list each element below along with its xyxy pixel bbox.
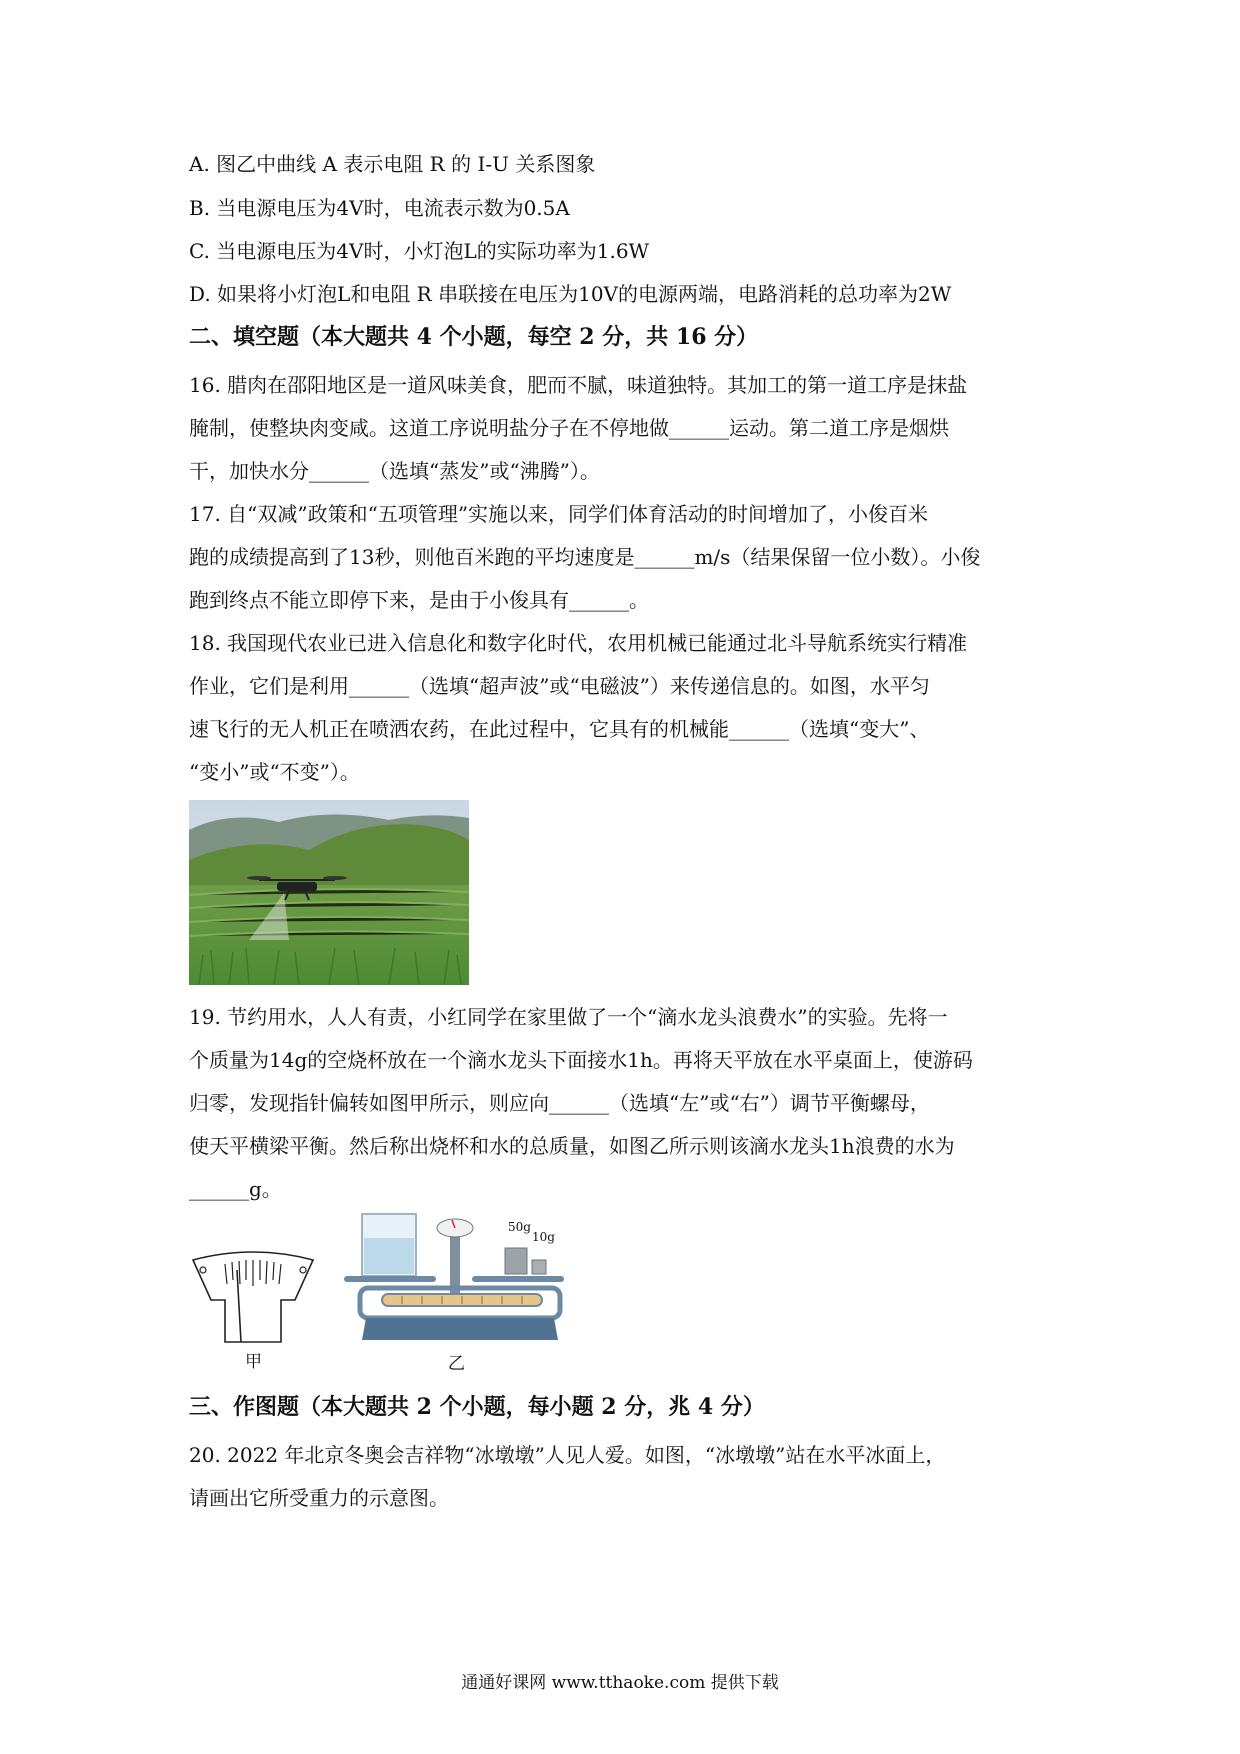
- q20-line-1: 20. 2022 年北京冬奥会吉祥物“冰墩墩”人见人爱。如图，“冰墩墩”站在水平冰面上，: [189, 1443, 946, 1467]
- weight-label-50g: 50g: [508, 1220, 531, 1234]
- weight-10g-icon: [532, 1260, 546, 1274]
- section2-heading: 二、填空题（本大题共 4 个小题，每空 2 分，共 16 分）: [189, 324, 759, 350]
- section3-heading: 三、作图题（本大题共 2 个小题，每小题 2 分，兆 4 分）: [189, 1394, 765, 1420]
- q18-line-1: 18. 我国现代农业已进入信息化和数字化时代，农用机械已能通过北斗导航系统实行精准: [189, 631, 968, 655]
- q18-line-2: 作业，它们是利用______（选填“超声波”或“电磁波”）来传递信息的。如图，水平匀: [189, 674, 930, 698]
- option-c: C. 当电源电压为4V时，小灯泡L的实际功率为1.6W: [189, 239, 650, 263]
- q18-line-3: 速飞行的无人机正在喷洒农药，在此过程中，它具有的机械能______（选填“变大”、: [189, 717, 930, 741]
- q17-line-2: 跑的成绩提高到了13秒，则他百米跑的平均速度是______m/s（结果保留一位小数）。小俊: [189, 545, 981, 569]
- q16-line-3: 干，加快水分______（选填“蒸发”或“沸腾”）。: [189, 459, 600, 483]
- q16-line-1: 16. 腊肉在邵阳地区是一道风味美食，肥而不腻，味道独特。其加工的第一道工序是抹盐: [189, 373, 968, 397]
- figure-label-yi: 乙: [448, 1354, 465, 1374]
- weight-50g-icon: [505, 1248, 527, 1274]
- weight-label-10g: 10g: [532, 1230, 555, 1244]
- page-footer: 通通好课网 www.tthaoke.com 提供下载: [461, 1673, 779, 1693]
- q19-line-5: ______g。: [189, 1177, 282, 1201]
- q19-line-3: 归零，发现指针偏转如图甲所示，则应向______（选填“左”或“右”）调节平衡螺母，: [189, 1091, 930, 1115]
- q20-line-2: 请画出它所受重力的示意图。: [189, 1486, 449, 1510]
- q18-line-4: “变小”或“不变”）。: [189, 760, 360, 784]
- pointer-scale-diagram: [189, 1250, 317, 1350]
- q19-line-4: 使天平横梁平衡。然后称出烧杯和水的总质量，如图乙所示则该滴水龙头1h浪费的水为: [189, 1134, 955, 1158]
- balance-scale-diagram: [342, 1208, 582, 1348]
- q17-line-3: 跑到终点不能立即停下来，是由于小俊具有______。: [189, 588, 649, 612]
- option-b: B. 当电源电压为4V时，电流表示数为0.5A: [189, 196, 570, 220]
- drone-field-photo: [189, 800, 469, 985]
- q19-line-1: 19. 节约用水，人人有责，小红同学在家里做了一个“滴水龙头浪费水”的实验。先将一: [189, 1005, 948, 1029]
- q19-line-2: 个质量为14g的空烧杯放在一个滴水龙头下面接水1h。再将天平放在水平桌面上，使游码: [189, 1048, 973, 1072]
- figure-label-jia: 甲: [245, 1352, 262, 1372]
- option-d: D. 如果将小灯泡L和电阻 R 串联接在电压为10V的电源两端，电路消耗的总功率为2W: [189, 282, 952, 306]
- option-a: A. 图乙中曲线 A 表示电阻 R 的 I-U 关系图象: [189, 152, 596, 176]
- q16-line-2: 腌制，使整块肉变咸。这道工序说明盐分子在不停地做______运动。第二道工序是烟烘: [189, 416, 949, 440]
- q17-line-1: 17. 自“双减”政策和“五项管理”实施以来，同学们体育活动的时间增加了，小俊百米: [189, 502, 929, 526]
